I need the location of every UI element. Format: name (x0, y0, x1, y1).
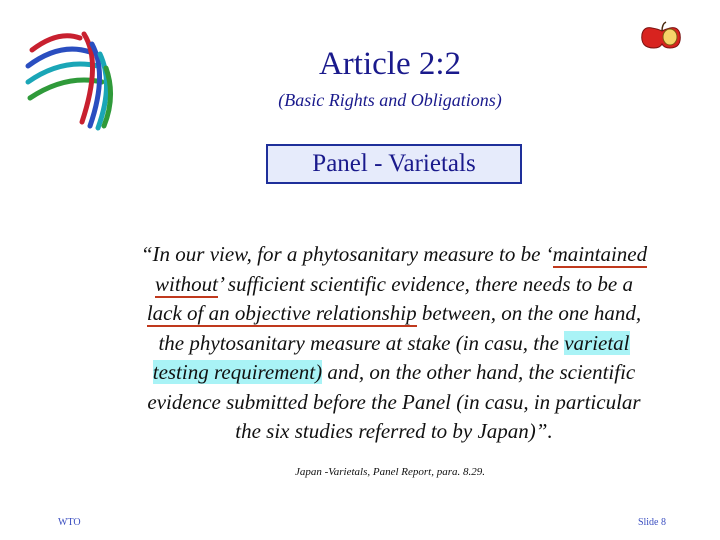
quote-text: ’ sufficient scientific evidence, there needs to be a (218, 271, 633, 296)
quote-underlined-text: without (154, 271, 218, 296)
quote-line-2 (155, 272, 633, 298)
slide-subtitle: (Basic Rights and Obligations) (278, 90, 502, 110)
quote-text: “In our view, for a phytosanitary measure to be ‘ (140, 242, 553, 266)
quote-highlighted-text: testing requirement) (152, 360, 323, 384)
quote-text: and, on the other hand, the scientific (322, 360, 636, 384)
slide-title: Article 2:2 (318, 46, 462, 82)
quote-line-3 (147, 301, 641, 327)
quote-line-7 (235, 419, 552, 443)
quote-text: evidence submitted before the Panel (in casu, in particular (147, 389, 641, 414)
quote-underlined-text: lack of an objective relationship (146, 301, 417, 325)
footer-org: WTO (58, 517, 81, 528)
quote-text: the phytosanitary measure at stake (in casu, the (158, 330, 565, 355)
apple-icon[interactable] (636, 20, 686, 52)
quote-text: between, on the one hand, (416, 301, 642, 325)
quote-text: the six studies referred to by Japan)”. (235, 419, 553, 443)
citation: Japan -Varietals, Panel Report, para. 8.29. (294, 466, 486, 478)
quote-underlined-text: maintained (552, 242, 648, 266)
wto-logo (18, 22, 118, 132)
quote-highlighted-text: varietal (564, 330, 630, 355)
quote-line-5 (153, 360, 636, 384)
quote-line-6 (147, 390, 640, 414)
quote-line-4 (158, 331, 629, 355)
panel-quote (86, 240, 702, 447)
panel-label-box: Panel - Varietals (266, 144, 522, 184)
quote-line-1 (141, 242, 647, 268)
slide-number: Slide 8 (637, 517, 666, 528)
